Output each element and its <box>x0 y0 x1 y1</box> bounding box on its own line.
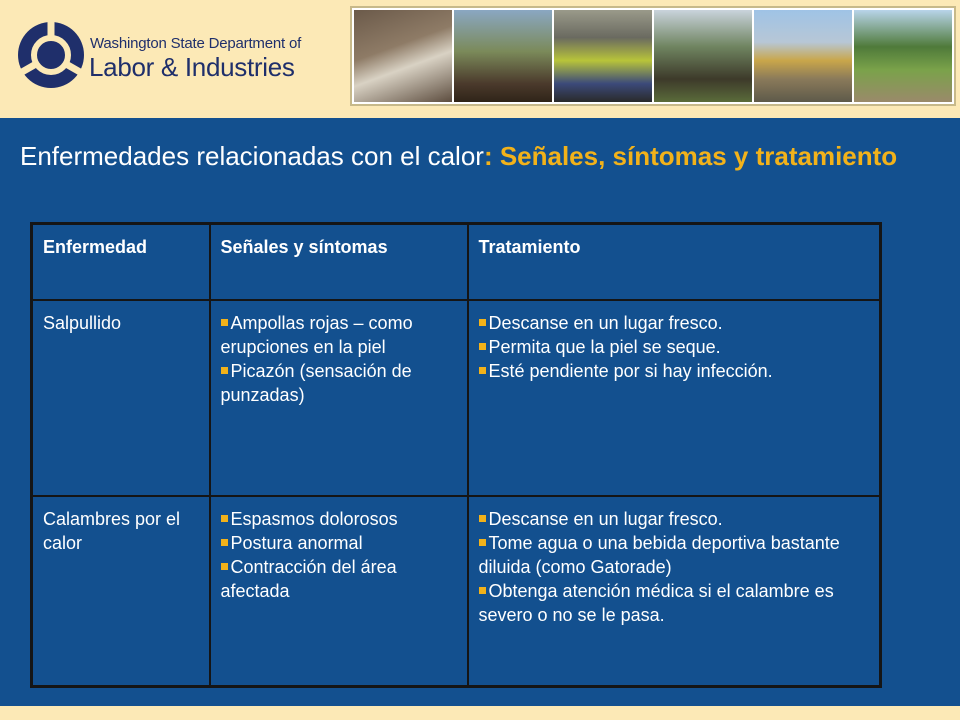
bullet-icon <box>479 343 486 350</box>
bullet-icon <box>479 539 486 546</box>
list-item: Descanse en un lugar fresco. <box>479 507 870 531</box>
bullet-icon <box>221 539 228 546</box>
header <box>0 0 960 118</box>
roofing-worker-photo <box>354 10 452 102</box>
org-name-line2: Labor & Industries <box>89 52 295 82</box>
list-item: Postura anormal <box>221 531 457 555</box>
list-item: Espasmos dolorosos <box>221 507 457 531</box>
slide-title <box>8 138 938 174</box>
list-item: Obtenga atención médica si el calambre es severo o no se le pasa. <box>478 580 834 625</box>
list-item: Esté pendiente por si hay infección. <box>479 359 870 383</box>
title-part1: Enfermedades relacionadas con el calor <box>20 141 484 171</box>
bullet-icon <box>221 563 228 570</box>
bullet-icon <box>479 515 486 522</box>
photo-banner <box>350 6 956 106</box>
field-workers-photo <box>654 10 752 102</box>
table-row <box>32 496 881 687</box>
list-item: Picazón (sensación de punzadas) <box>220 360 412 405</box>
construction-worker-photo <box>554 10 652 102</box>
header-senales: Señales y síntomas <box>210 224 468 300</box>
header-enfermedad: Enfermedad <box>32 224 210 300</box>
title-part2: : Señales, síntomas y tratamiento <box>483 141 898 171</box>
lni-logo-icon <box>16 20 86 90</box>
excavator-photo <box>754 10 852 102</box>
symptoms-cell <box>210 496 468 687</box>
table-row <box>32 300 881 496</box>
treatment-cell <box>468 496 881 687</box>
list-item: Contracción del área afectada <box>220 556 397 601</box>
bullet-icon <box>221 367 228 374</box>
list-item: Descanse en un lugar fresco. <box>479 311 870 335</box>
bullet-icon <box>479 367 486 374</box>
bottom-strip <box>0 706 960 720</box>
bullet-icon <box>221 319 228 326</box>
list-item: Tome agua o una bebida deportiva bastante diluida (como Gatorade) <box>478 532 840 577</box>
header-tratamiento: Tratamiento <box>468 224 881 300</box>
landscaping-photo <box>854 10 952 102</box>
table-header-row <box>32 224 881 300</box>
heat-illness-table <box>30 222 882 688</box>
symptoms-cell <box>210 300 468 496</box>
bullet-icon <box>479 319 486 326</box>
list-item: Ampollas rojas – como erupciones en la piel <box>220 312 413 357</box>
bullet-icon <box>479 587 486 594</box>
disease-cell: Calambres por el calor <box>32 496 210 687</box>
treatment-cell <box>468 300 881 496</box>
farmworker-photo <box>454 10 552 102</box>
bullet-icon <box>221 515 228 522</box>
disease-cell: Salpullido <box>32 300 210 496</box>
list-item: Permita que la piel se seque. <box>479 335 870 359</box>
org-name-line1: Washington State Department of <box>90 35 302 52</box>
